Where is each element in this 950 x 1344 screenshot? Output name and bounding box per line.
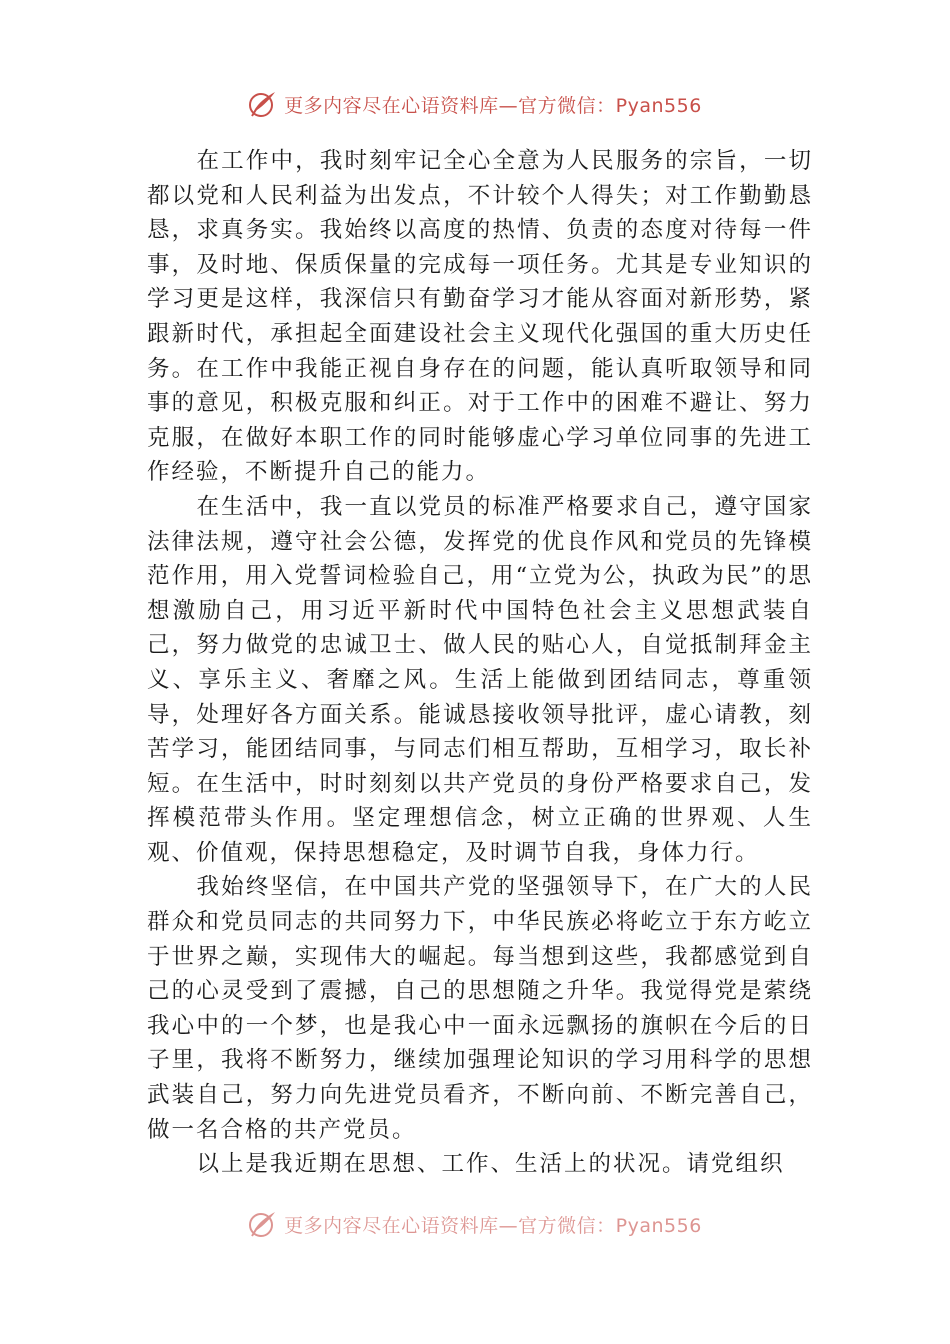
watermark-text: 更多内容尽在心语资料库—官方微信：Pyan556 — [284, 1214, 702, 1237]
paragraph-life: 在生活中，我一直以党员的标准严格要求自己，遵守国家法律法规，遵守社会公德，发挥党的优良作风和党员的先锋模范作用，用入党誓词检验自己，用“立党为公，执政为民”的思想激励自己，用习近平新时代中国特色社会主义思想武装自己，努力做党的忠诚卫士、做人民的贴心人，自觉抵制拜金主义、享乐主义、奢靡之风。生活上能做到团结同志，尊重领导，处理好各方面关系。能诚恳接收领导批评，虚心请教，刻苦学习，能团结同事，与同志们相互帮助，互相学习，取长补短。在生活中，时时刻刻以共产党员的身份严格要求自己，发挥模范带头作用。坚定理想信念，树立正确的世界观、人生观、价值观，保持思想稳定，及时调节自我，身体力行。 — [147, 493, 813, 866]
quill-logo-icon — [248, 1209, 278, 1239]
paragraph-work: 在工作中，我时刻牢记全心全意为人民服务的宗旨，一切都以党和人民利益为出发点，不计较个人得失；对工作勤勤恳恳，求真务实。我始终以高度的热情、负责的态度对待每一件事，及时地、保质保量的完成每一项任务。尤其是专业知识的学习更是这样，我深信只有勤奋学习才能从容面对新形势，紧跟新时代，承担起全面建设社会主义现代化强国的重大历史任务。在工作中我能正视自身存在的问题，能认真听取领导和同事的意见，积极克服和纠正。对于工作中的困难不避让、努力克服，在做好本职工作的同时能够虚心学习单位同事的先进工作经验，不断提升自己的能力。 — [147, 148, 813, 486]
quill-logo-icon — [248, 89, 278, 119]
watermark-text: 更多内容尽在心语资料库—官方微信：Pyan556 — [284, 94, 702, 117]
watermark-header — [0, 84, 950, 124]
watermark-footer — [0, 1204, 950, 1244]
document-body — [147, 144, 813, 1182]
paragraph-closing: 以上是我近期在思想、工作、生活上的状况。请党组织 — [196, 1151, 785, 1178]
paragraph-belief: 我始终坚信，在中国共产党的坚强领导下，在广大的人民群众和党员同志的共同努力下，中华民族必将屹立于东方屹立于世界之巅，实现伟大的崛起。每当想到这些，我都感觉到自己的心灵受到了震撼，自己的思想随之升华。我觉得党是萦绕我心中的一个梦，也是我心中一面永远飘扬的旗帜在今后的日子里，我将不断努力，继续加强理论知识的学习用科学的思想武装自己，努力向先进党员看齐，不断向前、不断完善自己，做一名合格的共产党员。 — [147, 874, 813, 1143]
